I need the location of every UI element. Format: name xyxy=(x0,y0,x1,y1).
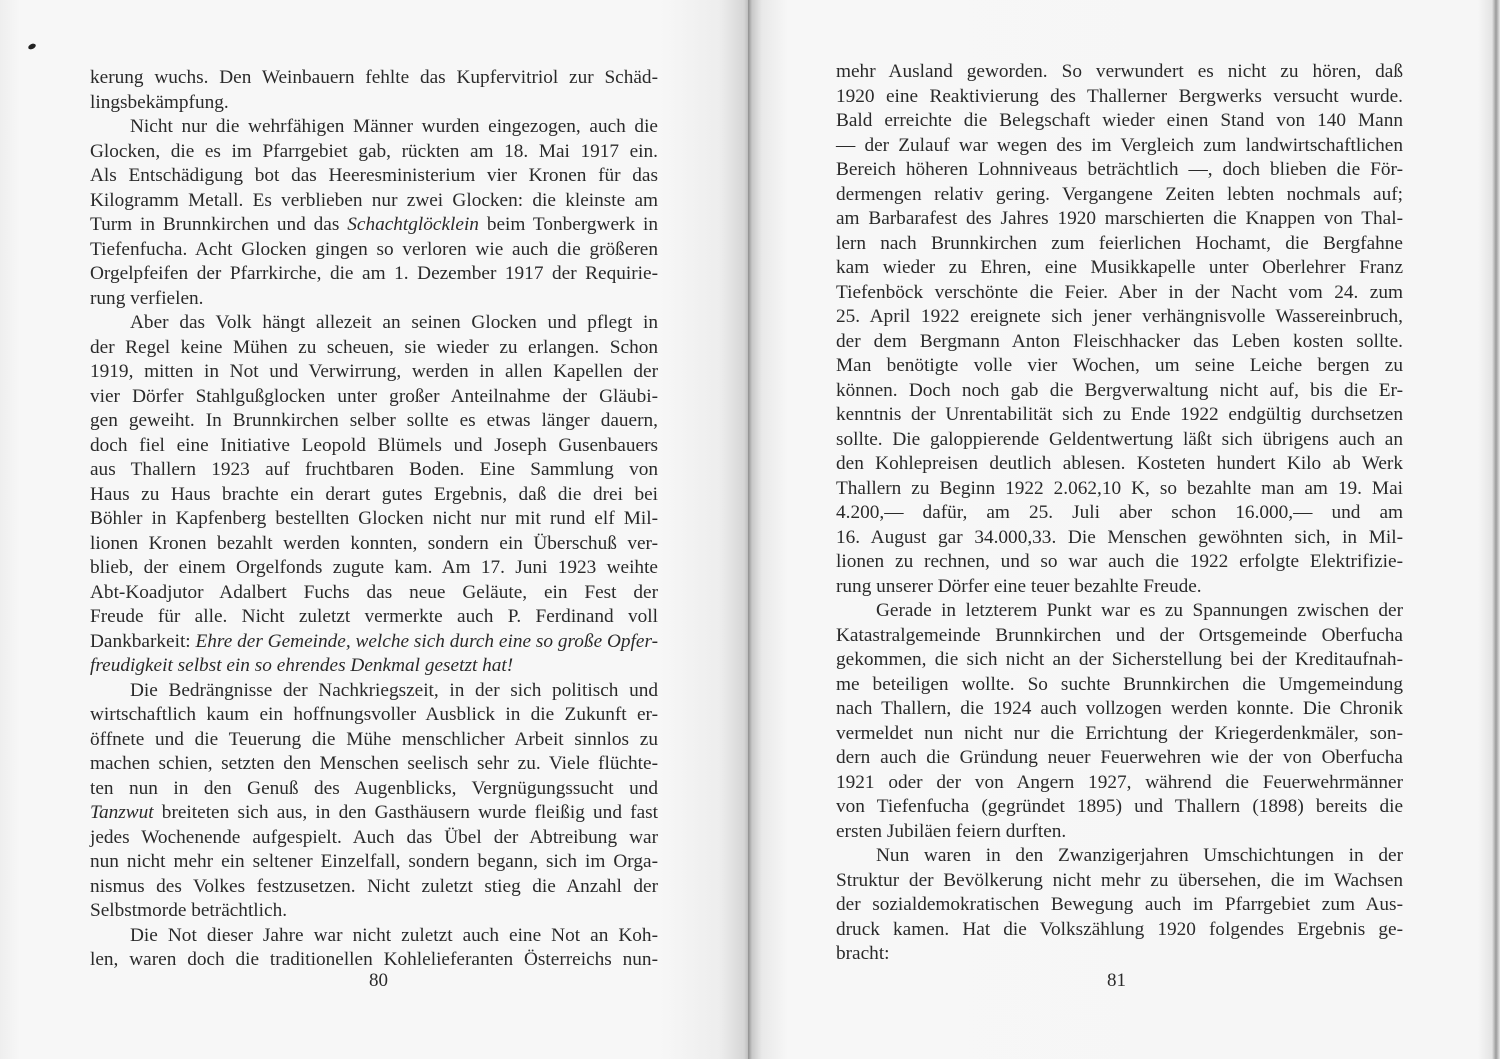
text-line: ten nun in den Genuß des Augenblicks, Vergnügungssucht und xyxy=(90,777,658,799)
text-line: rung unserer Dörfer eine teuer bezahlte Freude. xyxy=(836,575,1202,597)
text-line: der sozialdemokratischen Bewegung auch im Pfarrgebiet zum Aus- xyxy=(836,894,1403,915)
text-line: doch fiel eine Initiative Leopold Blümels und Joseph Gusenbauers xyxy=(90,434,658,456)
text-line: Freude für alle. Nicht zuletzt vermerkte auch P. Ferdinand voll xyxy=(90,606,658,627)
text-line xyxy=(90,213,658,238)
text-line: gekommen, die sich nicht an der Sicherstellung bei der Kreditaufnah- xyxy=(836,649,1403,670)
text-line: machen schien, setzten den Menschen seelisch sehr zu. Viele flüchte- xyxy=(90,753,658,774)
text-line: Selbstmorde beträchtlich. xyxy=(90,900,288,921)
text-line: 1920 eine Reaktivierung des Thallerner Bergwerks versucht wurde. xyxy=(836,85,1403,107)
text-line: am Barbarafest des Jahres 1920 marschierten die Knappen von Thal- xyxy=(836,208,1403,229)
text-line: Als Entschädigung bot das Heeresministerium vier Kronen für das xyxy=(90,165,658,186)
page-number-left: 80 xyxy=(369,970,388,991)
text-line: von Tiefenfucha (gegründet 1895) und Thallern (1898) bereits die xyxy=(836,796,1403,817)
text-line: öffnete und die Teuerung die Mühe menschlicher Arbeit sinnlos zu xyxy=(90,728,658,750)
text-line: der Regel keine Mühen zu scheuen, sie wieder zu erlangen. Schon xyxy=(90,336,658,358)
text-line: mehr Ausland geworden. So verwundert es nicht zu hören, daß xyxy=(836,61,1403,82)
text-line xyxy=(90,630,658,655)
text-line: Böhler in Kapfenberg bestellten Glocken nicht nur mit rund elf Mil- xyxy=(90,508,658,529)
page-number-right: 81 xyxy=(1107,970,1126,991)
text-line: Glocken, die es im Pfarrgebiet gab, rückten am 18. Mai 1917 ein. xyxy=(90,140,658,162)
ink-speck xyxy=(27,43,36,51)
text-line: können. Doch noch gab die Bergverwaltung nicht auf, bis die Er- xyxy=(836,379,1403,401)
text-line: aus Thallern 1923 auf fruchtbaren Boden. Eine Sammlung von xyxy=(90,459,658,480)
text-line: Struktur der Bevölkerung nicht mehr zu übersehen, die im Wachsen xyxy=(836,869,1403,891)
text-line: Nun waren in den Zwanzigerjahren Umschichtungen in der xyxy=(876,845,1403,866)
text-line: vier Dörfer Stahlgußglocken unter großer Anteilnahme der Gläubi- xyxy=(90,385,658,407)
text-line: ersten Jubiläen feiern durften. xyxy=(836,820,1067,842)
text-line: der dem Bergmann Anton Fleischhacker das Leben kosten sollte. xyxy=(836,330,1403,352)
text-line: Tiefenfucha. Acht Glocken gingen so verloren wie auch die größeren xyxy=(90,238,658,260)
text-line: Haus zu Haus brachte ein derart gutes Ergebnis, daß die drei bei xyxy=(90,483,658,505)
text-line: Thallern zu Beginn 1922 2.062,10 K, so bezahlte man am 19. Mai xyxy=(836,477,1403,499)
text-line: wirtschaftlich kaum ein hoffnungsvoller Ausblick in die Zukunft er- xyxy=(90,704,658,725)
text-line: Man benötigte volle vier Wochen, um seine Leiche bergen zu xyxy=(836,355,1403,376)
text-line: lionen zu rechnen, und so war auch die 1922 erfolgte Elektrifizie- xyxy=(836,551,1403,572)
text-line: Die Not dieser Jahre war nicht zuletzt auch eine Not an Koh- xyxy=(130,924,658,946)
italic-text: Schachtglöcklein xyxy=(347,214,479,235)
text-line: me beteiligen wollte. So suchte Brunnkirchen die Umgemeindung xyxy=(836,673,1403,695)
text-line: Die Bedrängnisse der Nachkriegszeit, in der sich politisch und xyxy=(130,679,658,701)
left-page-body xyxy=(90,66,658,973)
text-line: lern nach Brunnkirchen zum feierlichen Hochamt, die Bergfahne xyxy=(836,232,1403,254)
text-line: 25. April 1922 ereignete sich jener verhängnisvolle Wassereinbruch, xyxy=(836,306,1403,327)
text-line: len, waren doch die traditionellen Kohlelieferanten Österreichs nun- xyxy=(90,949,658,970)
text-line: Aber das Volk hängt allezeit an seinen Glocken und pflegt in xyxy=(130,312,658,333)
text-line: dermengen relativ gering. Vergangene Zeiten lebten nochmals auf; xyxy=(836,183,1403,205)
text-line: rung verfielen. xyxy=(90,287,204,309)
text-line: Bereich höheren Lohnniveaus beträchtlich —, doch blieben die För- xyxy=(836,159,1403,180)
text-line: lingsbekämpfung. xyxy=(90,91,229,113)
italic-text: Tanzwut xyxy=(90,802,154,823)
text-run: beim Tonbergwerk in xyxy=(478,214,658,235)
text-line: nun nicht mehr ein seltener Einzelfall, sondern begann, sich im Orga- xyxy=(90,851,658,872)
text-line: Tiefenböck verschönte die Feier. Aber in der Nacht vom 24. zum xyxy=(836,281,1403,303)
italic-text: freudigkeit selbst ein so ehrendes Denkmal gesetzt hat! xyxy=(90,655,514,676)
text-line xyxy=(90,801,658,826)
text-line: 1921 oder der von Angern 1927, während die Feuerwehrmänner xyxy=(836,771,1403,793)
right-page-body xyxy=(836,60,1403,967)
text-line: Bald erreichte die Belegschaft wieder einen Stand von 140 Mann xyxy=(836,110,1403,131)
text-line: gen geweiht. In Brunnkirchen selber sollte es etwas länger dauern, xyxy=(90,410,658,431)
text-line: 4.200,— dafür, am 25. Juli aber schon 16.000,— und am xyxy=(836,502,1403,523)
text-line: Orgelpfeifen der Pfarrkirche, die am 1. Dezember 1917 der Requirie- xyxy=(90,263,658,284)
text-line: dern auch die Gründung neuer Feuerwehren wie der von Oberfucha xyxy=(836,747,1403,768)
text-line: 1919, mitten in Not und Verwirrung, werden in allen Kapellen der xyxy=(90,361,658,382)
text-line: Katastralgemeinde Brunnkirchen und der Ortsgemeinde Oberfucha xyxy=(836,624,1403,646)
text-run: Dankbarkeit: xyxy=(90,630,196,652)
text-line: blieb, der einem Orgelfonds zugute kam. Am 17. Juni 1923 weihte xyxy=(90,557,658,578)
text-line: 16. August gar 34.000,33. Die Menschen gewöhnten sich, in Mil- xyxy=(836,526,1403,548)
text-line: kenntnis der Unrentabilität sich zu Ende 1922 endgültig durchsetzen xyxy=(836,404,1403,425)
text-line: Kilogramm Metall. Es verblieben nur zwei Glocken: die kleinste am xyxy=(90,189,658,211)
text-line: nismus des Volkes festzusetzen. Nicht zuletzt stieg die Anzahl der xyxy=(90,875,658,897)
italic-text: Ehre der Gemeinde, welche sich durch eine so große Opfer- xyxy=(195,630,658,652)
text-run: Turm in Brunnkirchen und das xyxy=(90,214,348,235)
text-line: nach Thallern, die 1924 auch vollzogen werden konnte. Die Chronik xyxy=(836,698,1403,719)
text-line: sollte. Die galoppierende Geldentwertung läßt sich übrigens auch an xyxy=(836,428,1403,450)
text-line: Abt-Koadjutor Adalbert Fuchs das neue Geläute, ein Fest der xyxy=(90,581,658,603)
text-line: bracht: xyxy=(836,943,890,964)
text-line: vermeldet nun nicht nur die Errichtung der Kriegerdenkmäler, son- xyxy=(836,722,1403,744)
text-line: druck kamen. Hat die Volkszählung 1920 folgendes Ergebnis ge- xyxy=(836,918,1403,940)
text-line: kam wieder zu Ehren, eine Musikkapelle unter Oberlehrer Franz xyxy=(836,257,1403,278)
text-line: Gerade in letzterem Punkt war es zu Spannungen zwischen der xyxy=(876,600,1403,621)
text-line: jedes Wochenende aufgespielt. Auch das Übel der Abtreibung war xyxy=(90,826,658,848)
text-line: — der Zulauf war wegen des im Vergleich zum landwirtschaftlichen xyxy=(836,134,1403,156)
text-run: breiteten sich aus, in den Gasthäusern wurde fleißig und fast xyxy=(153,802,658,823)
text-line: kerung wuchs. Den Weinbauern fehlte das Kupfervitriol zur Schäd- xyxy=(90,67,658,88)
text-line: Nicht nur die wehrfähigen Männer wurden eingezogen, auch die xyxy=(130,116,658,137)
text-line: lionen Kronen bezahlt werden konnten, sondern ein Überschuß ver- xyxy=(90,532,658,554)
text-line xyxy=(90,654,658,679)
text-line: den Kohlepreisen deutlich ablesen. Kosteten hundert Kilo ab Werk xyxy=(836,453,1403,474)
